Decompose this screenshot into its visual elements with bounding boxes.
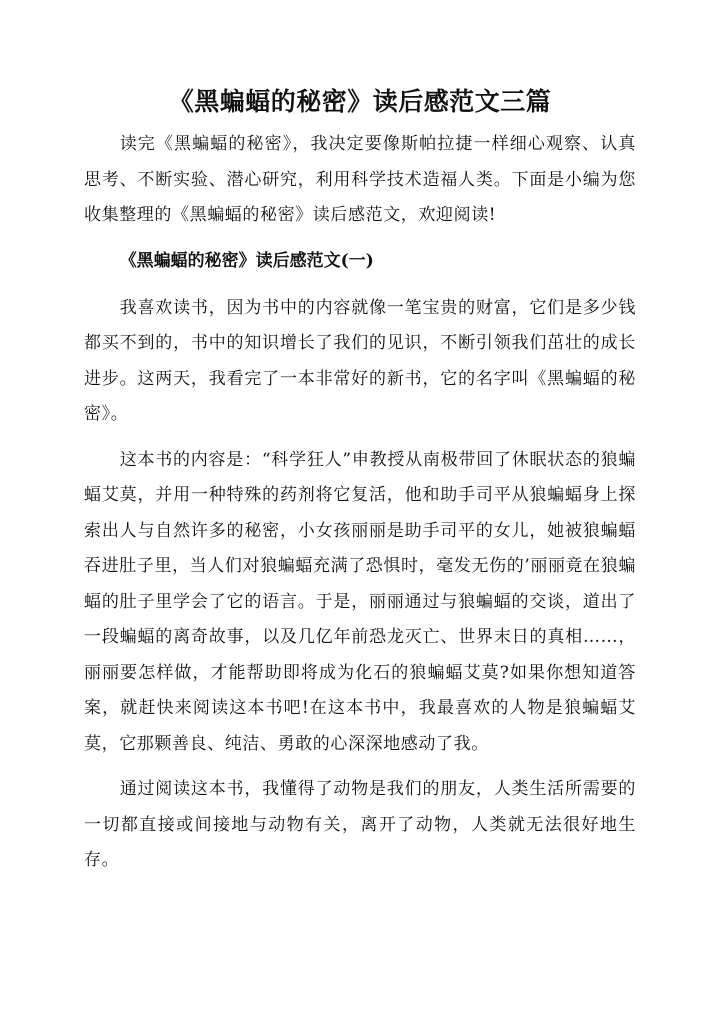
document-title: 《黑蝙蝠的秘密》读后感范文三篇 (168, 87, 552, 116)
intro-paragraph: 读完《黑蝙蝠的秘密》，我决定要像斯帕拉捷一样细心观察、认真思考、不断实验、潜心研究，利用科学技术造福人类。下面是小编为您收集整理的《黑蝙蝠的秘密》读后感范文，欢迎阅读! (84, 134, 636, 225)
body-paragraph-3: 通过阅读这本书，我懂得了动物是我们的朋友，人类生活所需要的一切都直接或间接地与动物有关，离开了动物，人类就无法很好地生存。 (84, 779, 636, 870)
body-paragraph-1: 我喜欢读书，因为书中的内容就像一笔宝贵的财富，它们是多少钱都买不到的，书中的知识增长了我们的见识，不断引领我们茁壮的成长进步。这两天，我看完了一本非常好的新书，它的名字叫《黑蝙蝠的秘密》。 (84, 297, 636, 424)
section-heading: 《黑蝙蝠的秘密》读后感范文(一) (119, 250, 374, 271)
body-paragraph-2: 这本书的内容是：“科学狂人”申教授从南极带回了休眠状态的狼蝙蝠艾莫，并用一种特殊的药剂将它复活，他和助手司平从狼蝙蝠身上探索出人与自然许多的秘密，小女孩丽丽是助手司平的女儿，她被狼蝙蝠吞进肚子里，当人们对狼蝙蝠充满了恐惧时，毫发无伤的’丽丽竟在狼蝙蝠的肚子里学会了它的语言。于是，丽丽通过与狼蝙蝠的交谈，道出了一段蝙蝠的离奇故事，以及几亿年前恐龙灭亡、世界末日的真相……，丽丽要怎样做，才能帮助即将成为化石的狼蝙蝠艾莫?如果你想知道答案，就赶快来阅读这本书吧!在这本书中，我最喜欢的人物是狼蝙蝠艾莫，它那颗善良、纯洁、勇敢的心深深地感动了我。 (84, 449, 636, 754)
